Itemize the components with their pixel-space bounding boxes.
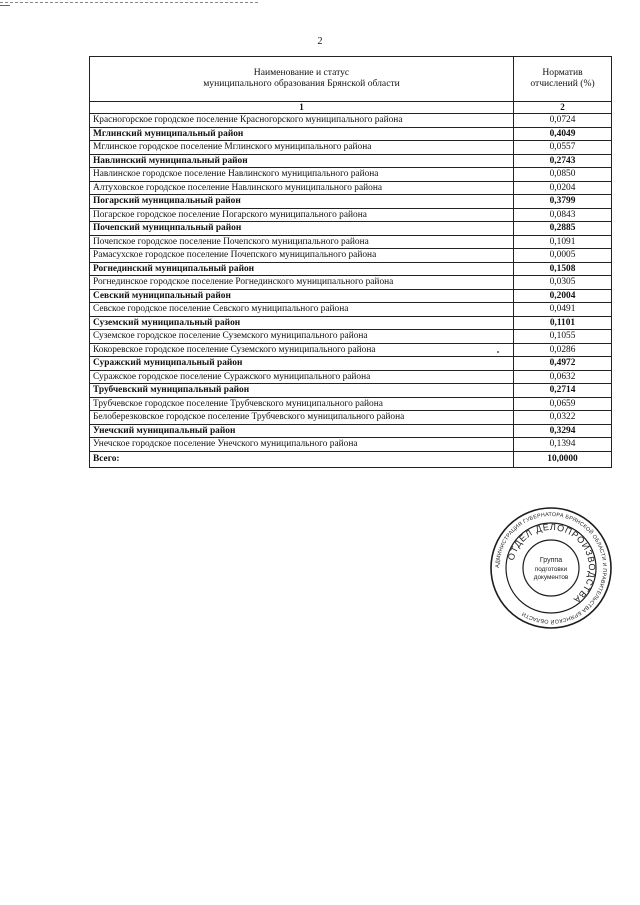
column-number-2: 2 [514,102,612,114]
norm-value-cell: 0,2004 [514,289,612,303]
total-value-cell: 10,0000 [514,451,612,467]
municipality-name-cell: Трубчевский муниципальный район [90,384,514,398]
table-row [90,114,612,128]
norm-value-cell: 0,2885 [514,222,612,236]
total-label-cell: Всего: [90,451,514,467]
header-norm-cell [514,57,612,102]
table-row [90,289,612,303]
norm-value-cell: 0,0557 [514,141,612,155]
header-name-cell [90,57,514,102]
municipality-name-cell: Рамасухское городское поселение Почепского муниципального района [90,249,514,263]
norm-value-cell: 0,0005 [514,249,612,263]
municipality-name-cell: Навлинский муниципальный район [90,154,514,168]
norms-table [89,56,612,468]
office-stamp [489,506,613,630]
norm-value-cell: 0,1394 [514,438,612,452]
scan-speck [497,351,499,353]
table-row [90,154,612,168]
header-name-line1: Наименование и статус [253,67,350,79]
table-row [90,141,612,155]
municipality-name-cell: Кокоревское городское поселение Суземского муниципального района [90,343,514,357]
municipality-name-cell: Почепское городское поселение Почепского муниципального района [90,235,514,249]
municipality-name-cell: Севское городское поселение Севского муниципального района [90,303,514,317]
municipality-name-cell: Алтуховское городское поселение Навлинского муниципального района [90,181,514,195]
top-scan-mark [0,5,10,6]
header-norm-line1: Норматив [542,67,583,79]
norm-value-cell: 0,0659 [514,397,612,411]
table-row [90,424,612,438]
header-norm-line2: отчислений (%) [530,78,595,89]
table-row [90,384,612,398]
table-row [90,316,612,330]
municipality-name-cell: Белоберезковское городское поселение Трубчевского муниципального района [90,411,514,425]
municipality-name-cell: Почепский муниципальный район [90,222,514,236]
municipality-name-cell: Унечское городское поселение Унечского муниципального района [90,438,514,452]
municipality-name-cell: Суражское городское поселение Суражского муниципального района [90,370,514,384]
norm-value-cell: 0,0724 [514,114,612,128]
norm-value-cell: 0,0843 [514,208,612,222]
norm-value-cell: 0,4049 [514,127,612,141]
table-row [90,195,612,209]
stamp-center-line1: Группа [539,557,563,564]
norm-value-cell: 0,2714 [514,384,612,398]
table-row [90,411,612,425]
municipality-name-cell: Севский муниципальный район [90,289,514,303]
table-row [90,127,612,141]
table-row [90,397,612,411]
table-row [90,370,612,384]
norm-value-cell: 0,1055 [514,330,612,344]
norm-value-cell: 0,1091 [514,235,612,249]
norms-table-body [90,57,612,468]
municipality-name-cell: Рогнединский муниципальный район [90,262,514,276]
municipality-name-cell: Красногорское городское поселение Красногорского муниципального района [90,114,514,128]
stamp-outer-text: АДМИНИСТРАЦИЯ ГУБЕРНАТОРА БРЯНСКОЙ ОБЛАСТИ И ПРАВИТЕЛЬСТВА БРЯНСКОЙ ОБЛАСТИ [494,511,608,625]
municipality-name-cell: Погарское городское поселение Погарского муниципального района [90,208,514,222]
norm-value-cell: 0,1508 [514,262,612,276]
page-number: 2 [317,36,323,47]
norm-value-cell: 0,0305 [514,276,612,290]
municipality-name-cell: Суземское городское поселение Суземского муниципального района [90,330,514,344]
table-row [90,330,612,344]
municipality-name-cell: Мглинский муниципальный район [90,127,514,141]
column-number-row [90,102,612,114]
norm-value-cell: 0,0850 [514,168,612,182]
norm-value-cell: 0,3799 [514,195,612,209]
norm-value-cell: 0,0632 [514,370,612,384]
table-row [90,249,612,263]
norm-value-cell: 0,0286 [514,343,612,357]
municipality-name-cell: Рогнединское городское поселение Рогнединского муниципального района [90,276,514,290]
table-row [90,262,612,276]
municipality-name-cell: Навлинское городское поселение Навлинского муниципального района [90,168,514,182]
municipality-name-cell: Суземский муниципальный район [90,316,514,330]
norm-value-cell: 0,1101 [514,316,612,330]
municipality-name-cell: Мглинское городское поселение Мглинского муниципального района [90,141,514,155]
stamp-center-line3: документов [533,574,569,581]
municipality-name-cell: Унечский муниципальный район [90,424,514,438]
table-row [90,357,612,371]
table-header-row [90,57,612,102]
norm-value-cell: 0,0204 [514,181,612,195]
norm-value-cell: 0,4972 [514,357,612,371]
municipality-name-cell: Погарский муниципальный район [90,195,514,209]
top-scan-line [0,2,258,3]
table-row [90,208,612,222]
table-row [90,438,612,452]
table-row [90,235,612,249]
table-row [90,276,612,290]
municipality-name-cell: Трубчевское городское поселение Трубчевского муниципального района [90,397,514,411]
norm-value-cell: 0,0491 [514,303,612,317]
stamp-inner-text: ОТДЕЛ ДЕЛОПРОИЗВОДСТВА [505,521,598,606]
column-number-1: 1 [90,102,514,114]
stamp-center-line2: подготовки [534,566,568,573]
table-row [90,222,612,236]
table-row [90,168,612,182]
table-row [90,343,612,357]
table-row [90,181,612,195]
total-row [90,451,612,467]
norm-value-cell: 0,0322 [514,411,612,425]
table-row [90,303,612,317]
header-name-line2: муниципального образования Брянской области [203,78,400,89]
municipality-name-cell: Суражский муниципальный район [90,357,514,371]
norm-value-cell: 0,3294 [514,424,612,438]
norm-value-cell: 0,2743 [514,154,612,168]
